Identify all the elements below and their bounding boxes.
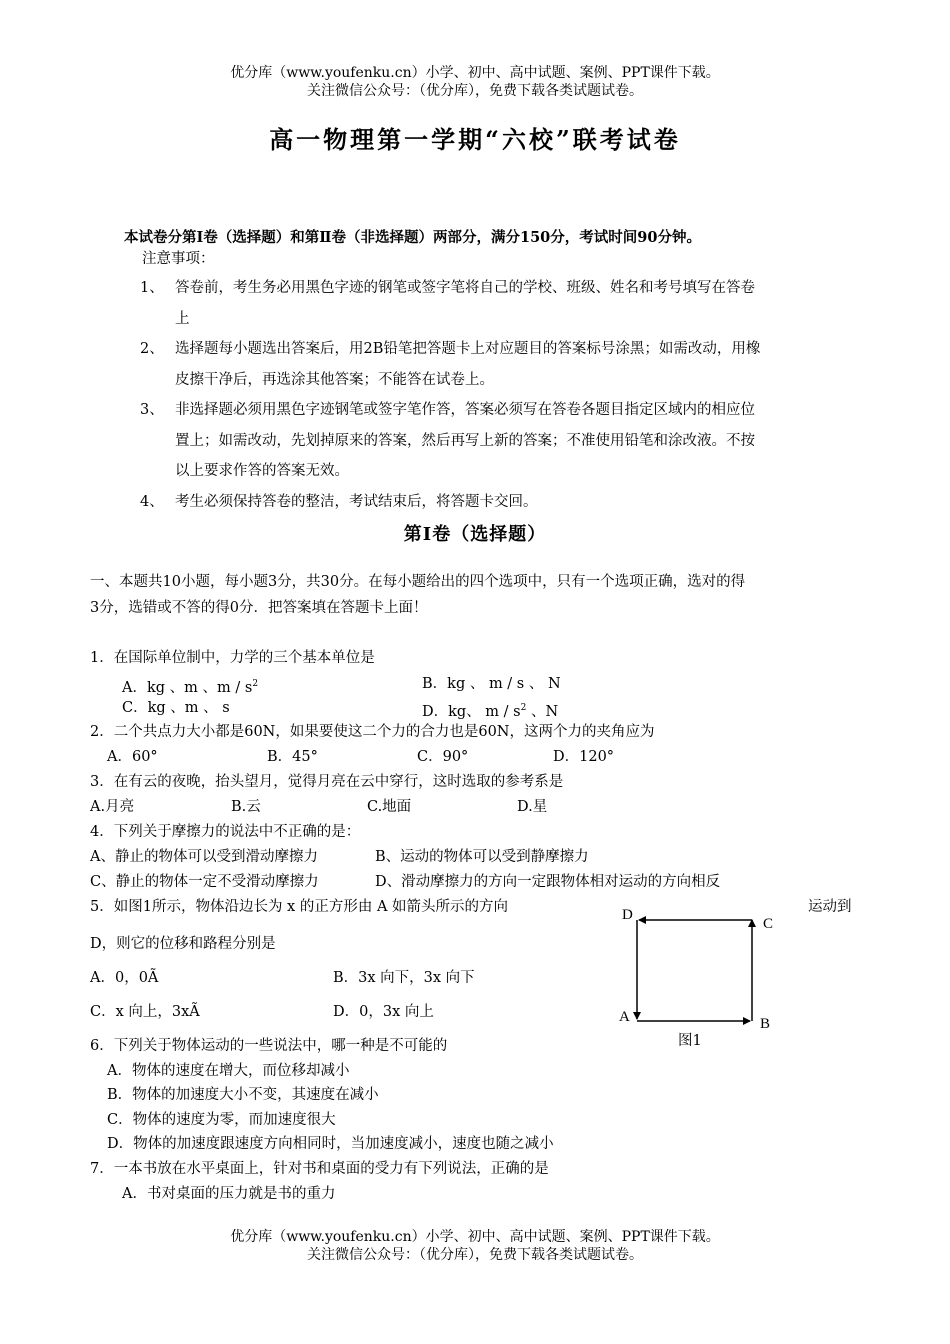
notice-1-line-2: 上 <box>175 311 190 327</box>
q3-option-a: A.月亮 <box>90 799 135 815</box>
notice-num-2: 2、 <box>140 341 164 357</box>
q4-stem: 4．下列关于摩擦力的说法中不正确的是： <box>90 824 361 840</box>
q5-option-d: D．0，3x 向上 <box>333 1004 434 1020</box>
header-line-1: 优分库（www.youfenku.cn）小学、初中、高中试题、案例、PPT课件下载。 <box>230 65 720 81</box>
q6-option-a: A．物体的速度在增大，而位移却减小 <box>107 1063 350 1079</box>
q1-option-c: C．kg 、m 、 s <box>122 700 230 716</box>
q4-option-b: B、运动的物体可以受到静摩擦力 <box>375 849 589 865</box>
q1-option-b: B．kg 、 m / s 、 N <box>422 676 561 692</box>
q7-stem: 7．一本书放在水平桌面上，针对书和桌面的受力有下列说法，正确的是 <box>90 1161 549 1177</box>
q2-option-c: C．90° <box>417 749 469 765</box>
q5-option-b: B．3x 向下，3x 向下 <box>333 970 475 986</box>
part1-instructions-line-2: 3分，选错或不答的得0分．把答案填在答题卡上面！ <box>90 600 428 616</box>
q1-option-d: D．kg、 m / $s^2$ 、N <box>422 703 559 720</box>
part1-instructions-line-1: 一、本题共10小题，每小题3分，共30分。在每小题给出的四个选项中，只有一个选项正确，选对的得 <box>90 574 746 590</box>
notice-num-3: 3、 <box>140 402 164 418</box>
q6-option-c: C．物体的速度为零，而加速度很大 <box>107 1112 336 1128</box>
q5-stem-part-c: D，则它的位移和路程分别是 <box>90 936 276 952</box>
notice-2-line-2: 皮擦干净后，再选涂其他答案；不能答在试卷上。 <box>175 372 494 388</box>
notice-3-line-3: 以上要求作答的答案无效。 <box>175 463 349 479</box>
q6-option-d: D．物体的加速度跟速度方向相同时，当加速度减小，速度也随之减小 <box>107 1136 554 1152</box>
header-line-2: 关注微信公众号：（优分库），免费下载各类试题试卷。 <box>307 83 643 99</box>
section-title: 第Ⅰ卷（选择题） <box>403 524 547 545</box>
q4-option-a: A、静止的物体可以受到滑动摩擦力 <box>90 849 318 865</box>
footer-line-2: 关注微信公众号：（优分库），免费下载各类试题试卷。 <box>307 1247 643 1263</box>
q5-stem-part-b: 运动到 <box>808 899 852 915</box>
q7-option-a: A．书对桌面的压力就是书的重力 <box>122 1186 336 1202</box>
q2-option-a: A．60° <box>107 749 158 765</box>
q1-stem: 1．在国际单位制中，力学的三个基本单位是 <box>90 650 375 666</box>
notice-1-line-1: 答卷前，考生务必用黑色字迹的钢笔或签字笔将自己的学校、班级、姓名和考号填写在答卷 <box>175 280 755 296</box>
q3-option-c: C.地面 <box>367 799 412 815</box>
notice-3-line-1: 非选择题必须用黑色字迹钢笔或签字笔作答，答案必须写在答卷各题目指定区域内的相应位 <box>175 402 755 418</box>
footer-line-1: 优分库（www.youfenku.cn）小学、初中、高中试题、案例、PPT课件下载。 <box>230 1229 720 1245</box>
q3-option-d: D.星 <box>517 799 548 815</box>
q6-stem: 6．下列关于物体运动的一些说法中，哪一种是不可能的 <box>90 1038 448 1054</box>
q4-option-c: C、静止的物体一定不受滑动摩擦力 <box>90 874 319 890</box>
q2-option-b: B．45° <box>267 749 318 765</box>
q5-stem-part-a: 5．如图1所示，物体沿边长为 x 的正方形由 A 如箭头所示的方向 <box>90 899 509 915</box>
page-title: 高一物理第一学期“六校”联考试卷 <box>269 125 681 154</box>
notice-num-4: 4、 <box>140 494 164 510</box>
q6-option-b: B．物体的加速度大小不变，其速度在减小 <box>107 1087 379 1103</box>
figure-label-d: D <box>622 907 633 923</box>
q4-option-d: D、滑动摩擦力的方向一定跟物体相对运动的方向相反 <box>375 874 721 890</box>
figure-label-a: A <box>619 1009 630 1025</box>
notice-num-1: 1、 <box>140 280 164 296</box>
q5-option-c: C．x 向上，3xÃ <box>90 1004 200 1020</box>
figure-caption: 图1 <box>678 1033 702 1049</box>
figure-label-c: C <box>763 916 774 932</box>
q1-option-a: A．kg 、m 、m / $s^2$ <box>122 679 259 696</box>
q2-option-d: D．120° <box>553 749 615 765</box>
exam-intro: 本试卷分第Ⅰ卷（选择题）和第Ⅱ卷（非选择题）两部分，满分150分，考试时间90分钟。 <box>124 229 701 246</box>
q5-option-a: A．0，0Ã <box>90 970 159 986</box>
q3-option-b: B.云 <box>231 799 261 815</box>
figure-label-b: B <box>760 1016 771 1032</box>
notice-4-line-1: 考生必须保持答卷的整洁，考试结束后，将答题卡交回。 <box>175 494 538 510</box>
notice-3-line-2: 置上；如需改动，先划掉原来的答案，然后再写上新的答案；不准使用铅笔和涂改液。不按 <box>175 433 755 449</box>
notice-2-line-1: 选择题每小题选出答案后，用2B铅笔把答题卡上对应题目的答案标号涂黑；如需改动，用橡 <box>175 341 761 357</box>
q3-stem: 3．在有云的夜晚，抬头望月，觉得月亮在云中穿行，这时选取的参考系是 <box>90 774 564 790</box>
q2-stem: 2．二个共点力大小都是60N，如果要使这二个力的合力也是60N，这两个力的夹角应为 <box>90 724 655 740</box>
notice-heading: 注意事项： <box>142 251 215 267</box>
